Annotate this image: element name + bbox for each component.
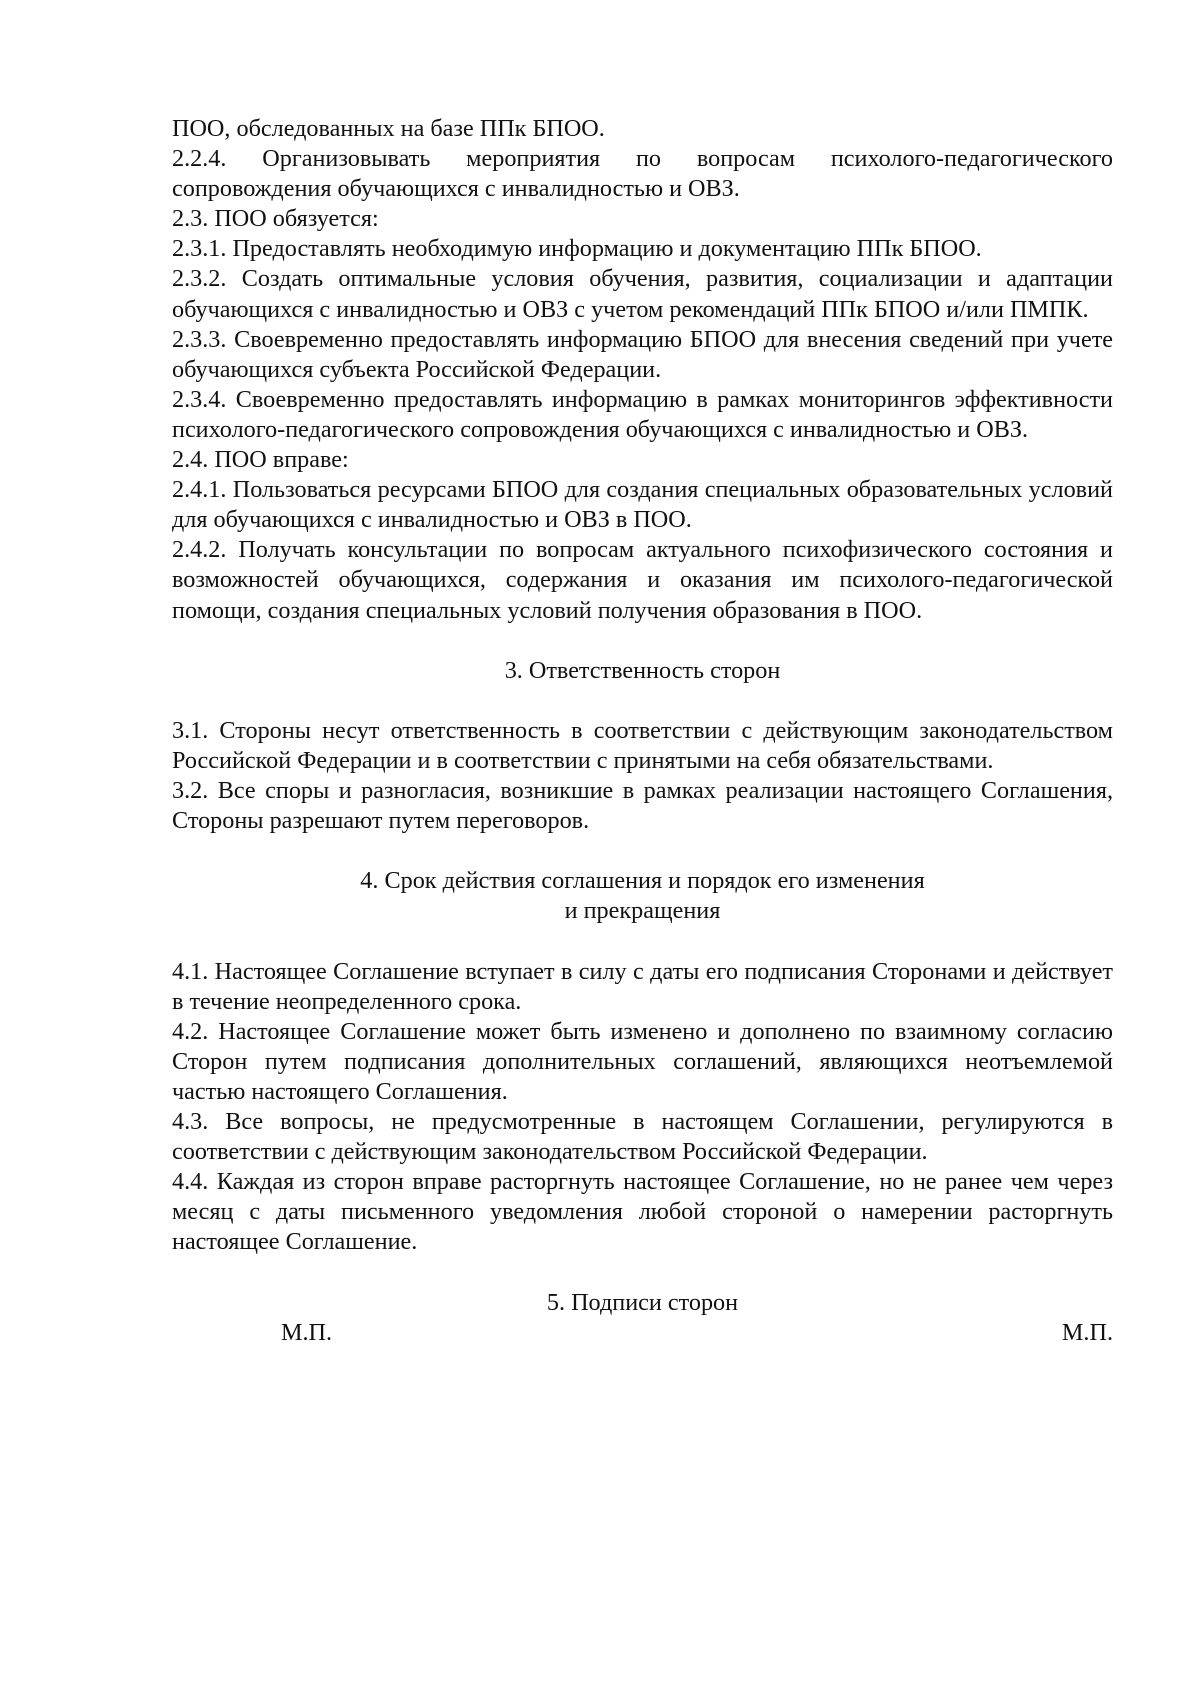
paragraph-4-2: 4.2. Настоящее Соглашение может быть изменено и дополнено по взаимному согласию Сторон путем подписания дополнительных соглашений, являющихся неотъемлемой частью настоящего Соглашения. <box>172 1017 1113 1105</box>
paragraph-2-3: 2.3. ПОО обязуется: <box>172 205 379 233</box>
paragraph-4-1: 4.1. Настоящее Соглашение вступает в силу с даты его подписания Сторонами и действует в течение неопределенного срока. <box>172 957 1113 1015</box>
signature-row <box>172 1318 1113 1348</box>
section-5-heading: 5. Подписи сторон <box>546 1288 739 1316</box>
paragraph-3-1: 3.1. Стороны несут ответственность в соответствии с действующим законодательством Российской Федерации и в соответствии с принятыми на себя обязательствами. <box>172 716 1113 774</box>
section-4-heading-line-1: 4. Срок действия соглашения и порядок его изменения <box>360 867 925 895</box>
paragraph-2-4-2: 2.4.2. Получать консультации по вопросам актуального психофизического состояния и возможностей обучающихся, содержания и оказания им психолого-педагогической помощи, создания специальных условий получения образования в ПОО. <box>172 536 1113 624</box>
paragraph-3-2: 3.2. Все споры и разногласия, возникшие в рамках реализации настоящего Соглашения, Стороны разрешают путем переговоров. <box>172 777 1113 835</box>
spacer <box>172 686 1113 716</box>
stamp-place-right: М.П. <box>1061 1318 1113 1346</box>
document-body <box>172 114 1113 1348</box>
spacer <box>172 626 1113 656</box>
paragraph-2-4-1: 2.4.1. Пользоваться ресурсами БПОО для создания специальных образовательных условий для обучающихся с инвалидностью и ОВЗ в ПОО. <box>172 476 1113 534</box>
stamp-place-left: М.П. <box>281 1318 333 1346</box>
paragraph-2-3-4: 2.3.4. Своевременно предоставлять информацию в рамках мониторингов эффективности психолого-педагогического сопровождения обучающихся с инвалидностью и ОВЗ. <box>172 385 1113 443</box>
paragraph-4-4: 4.4. Каждая из сторон вправе расторгнуть настоящее Соглашение, но не ранее чем через месяц с даты письменного уведомления любой стороной о намерении расторгнуть настоящее Соглашение. <box>172 1168 1113 1256</box>
paragraph-2-3-3: 2.3.3. Своевременно предоставлять информацию БПОО для внесения сведений при учете обучающихся субъекта Российской Федерации. <box>172 325 1113 383</box>
paragraph-2-3-1: 2.3.1. Предоставлять необходимую информацию и документацию ППк БПОО. <box>172 235 982 263</box>
paragraph-2-4: 2.4. ПОО вправе: <box>172 446 349 474</box>
spacer <box>172 1258 1113 1288</box>
paragraph-2-2-3-end: ПОО, обследованных на базе ППк БПОО. <box>172 115 605 142</box>
paragraph-2-2-4: 2.2.4. Организовывать мероприятия по вопросам психолого-педагогического сопровождения обучающихся с инвалидностью и ОВЗ. <box>172 145 1113 203</box>
spacer <box>172 927 1113 957</box>
paragraph-4-3: 4.3. Все вопросы, не предусмотренные в настоящем Соглашении, регулируются в соответствии с действующим законодательством Российской Федерации. <box>172 1108 1113 1166</box>
section-3-heading: 3. Ответственность сторон <box>504 656 781 684</box>
spacer <box>172 836 1113 866</box>
paragraph-2-3-2: 2.3.2. Создать оптимальные условия обучения, развития, социализации и адаптации обучающихся с инвалидностью и ОВЗ с учетом рекомендаций ППк БПОО и/или ПМПК. <box>172 265 1113 323</box>
section-4-heading-line-2: и прекращения <box>564 897 721 925</box>
